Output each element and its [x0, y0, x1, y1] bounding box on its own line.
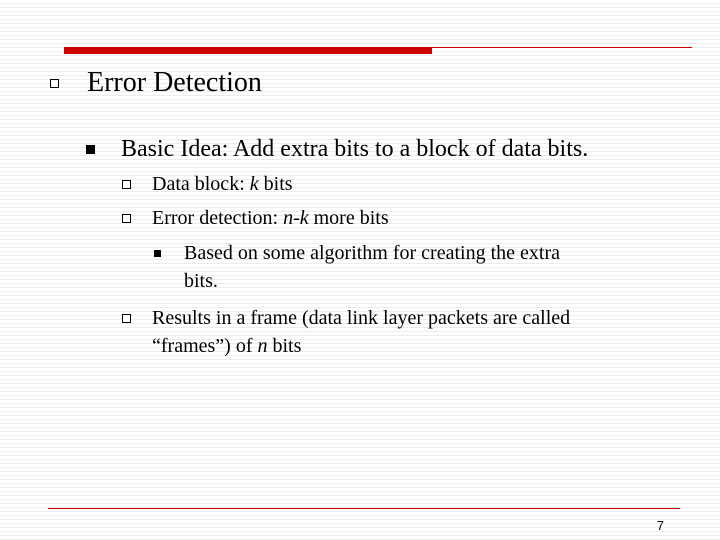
sub-sub-bullet-line1: Based on some algorithm for creating the extra	[184, 242, 560, 264]
sub-sub-bullet-line2: bits.	[184, 270, 218, 292]
text-segment: “frames”) of	[152, 335, 258, 357]
page-number: 7	[656, 518, 664, 533]
filled-square-bullet-icon	[154, 250, 161, 257]
main-bullet-text: Basic Idea: Add extra bits to a block of data bits.	[121, 136, 589, 162]
square-bullet-icon	[122, 214, 131, 223]
text-segment: more bits	[308, 207, 389, 229]
text-segment: Error detection:	[152, 207, 284, 229]
variable-n-k: n-k	[283, 207, 309, 229]
top-accent-bar	[64, 48, 432, 54]
sub-bullet-error-detection	[152, 204, 389, 232]
variable-n: n	[257, 335, 268, 357]
sub-bullet-data-block	[152, 170, 293, 198]
square-bullet-icon	[122, 314, 131, 323]
filled-square-bullet-icon	[86, 145, 95, 154]
square-bullet-icon	[122, 180, 131, 189]
sub-bullet-results-line2	[152, 332, 301, 360]
slide-title: Error Detection	[87, 67, 262, 98]
text-segment: bits	[267, 335, 302, 357]
text-segment: bits	[258, 173, 293, 195]
bottom-rule	[48, 508, 680, 509]
variable-k: k	[249, 173, 259, 195]
sub-bullet-results-line1: Results in a frame (data link layer packets are called	[152, 307, 571, 329]
square-bullet-icon	[50, 79, 59, 88]
text-segment: Data block:	[152, 173, 250, 195]
